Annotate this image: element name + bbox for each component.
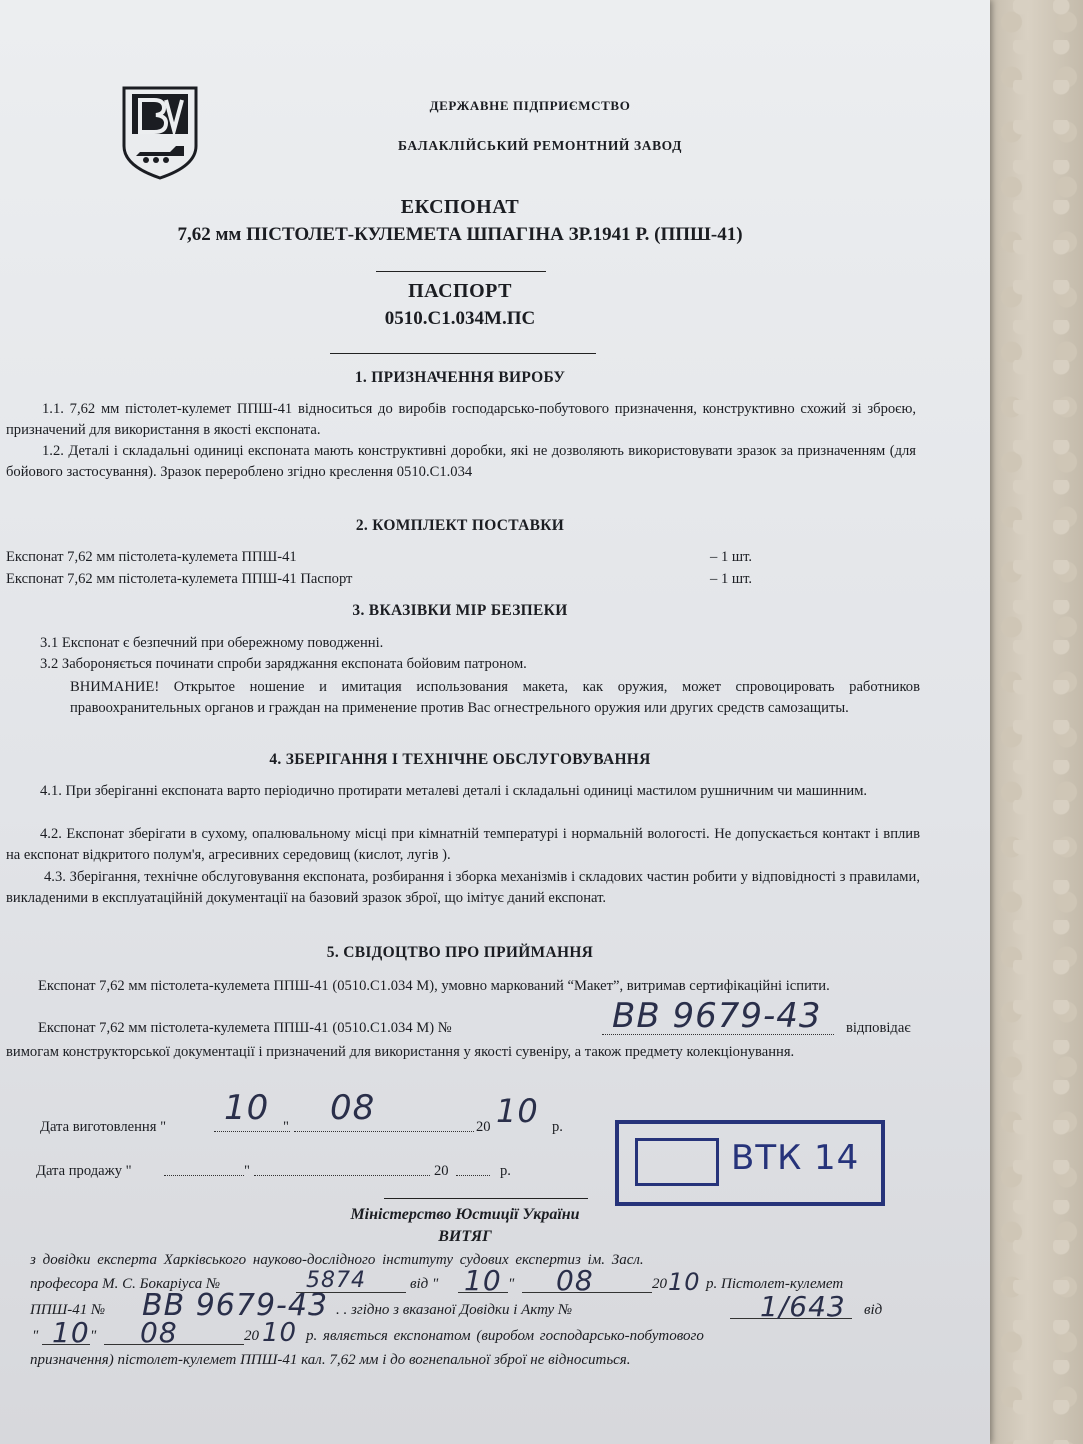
dotted-line [456, 1175, 490, 1176]
paragraph: Експонат 7,62 мм пістолета-кулемета ППШ-41 (0510.С1.034 М), умовно маркований “Макет”, витримав сертифікаційні іспити. [38, 978, 830, 994]
quote-mark: " [90, 1328, 97, 1344]
extract-line: р. Пістолет-кулемет [706, 1276, 844, 1292]
sale-year-prefix: 20 [434, 1163, 449, 1179]
paragraph: 3.1 Експонат є безпечний при обережному поводженні. [40, 635, 384, 651]
section-heading: 5. СВІДОЦТВО ПРО ПРИЙМАННЯ [326, 944, 594, 961]
ministry-title: Міністерство Юстиції України [350, 1206, 580, 1223]
extract-year-2: 10 [262, 1318, 298, 1348]
stamp-text: ВТК 14 [731, 1138, 860, 1178]
kit-item-name: Експонат 7,62 мм пістолета-кулемета ППШ-41 Паспорт [6, 571, 353, 587]
paragraph: 4.3. Зберігання, технічне обслуговування експоната, розбирання і зборка механізмів і складових частин робити у відповідності з правилами, викладеними в експлуатаційній документації на базовий зразок зброї, що імітує даний експонат. [6, 869, 920, 906]
extract-line: ППШ-41 № [30, 1302, 106, 1318]
doc-subtitle: 7,62 мм ПІСТОЛЕТ-КУЛЕМЕТА ШПАГІНА ЗР.1941 Р. (ППШ-41) [177, 224, 743, 245]
doc-type: ПАСПОРТ [408, 280, 512, 302]
doc-title: ЕКСПОНАТ [400, 196, 520, 218]
dotted-line [294, 1131, 474, 1132]
extract-line: . . згідно з вказаної Довідки і Акту № [336, 1302, 573, 1318]
paragraph: 3.2 Забороняється починати спроби заряджання експоната бойовим патроном. [40, 656, 527, 672]
dotted-line [214, 1131, 290, 1132]
paragraph: вимогам конструкторської документації і призначений для використання у якості сувеніру, а також предмету колекціонування. [6, 1044, 795, 1060]
org-line-1: ДЕРЖАВНЕ ПІДПРИЄМСТВО [429, 98, 631, 113]
extract-line: від " [410, 1276, 439, 1292]
ref-number: 5874 [306, 1268, 366, 1293]
extract-month-2: 08 [140, 1316, 178, 1349]
extract-line: з довідки експерта Харківського науково-дослідного інституту судових експертиз ім. Засл. [30, 1252, 644, 1268]
kit-item-qty: – 1 шт. [710, 549, 753, 565]
extract-day: 10 [464, 1264, 502, 1297]
divider [384, 1198, 588, 1199]
section-heading: 4. ЗБЕРІГАННЯ І ТЕХНІЧНЕ ОБСЛУГОВУВАННЯ [269, 751, 651, 768]
quote-mark: " [508, 1276, 515, 1292]
quote-mark: " [32, 1328, 39, 1344]
acceptance-line-prefix: Експонат 7,62 мм пістолета-кулемета ППШ-41 (0510.С1.034 М) № [38, 1020, 452, 1036]
section-heading: 2. КОМПЛЕКТ ПОСТАВКИ [355, 517, 565, 534]
act-number: 1/643 [760, 1290, 846, 1323]
dotted-line [254, 1175, 430, 1176]
made-date-label: Дата виготовлення " [40, 1119, 167, 1135]
made-day: 10 [224, 1088, 270, 1128]
serial-handwritten: ВВ 9679-43 [612, 996, 822, 1036]
made-year-prefix: 20 [476, 1119, 491, 1135]
extract-serial: ВВ 9679-43 [142, 1288, 329, 1323]
extract-month: 08 [556, 1264, 594, 1297]
extract-title: ВИТЯГ [438, 1228, 492, 1245]
sale-date-label: Дата продажу " [36, 1163, 132, 1179]
year-suffix: р. [500, 1163, 511, 1179]
stamp-box [635, 1138, 719, 1186]
extract-line: призначення) пістолет-кулемет ППШ-41 кал. 7,62 мм і до вогнепальної зброї не відноситься. [30, 1352, 631, 1368]
section-heading: 3. ВКАЗІВКИ МІР БЕЗПЕКИ [352, 602, 568, 619]
org-line-2: БАЛАКЛІЙСЬКИЙ РЕМОНТНИЙ ЗАВОД [397, 138, 683, 153]
kit-item-qty: – 1 шт. [710, 571, 753, 587]
made-month: 08 [330, 1088, 376, 1128]
extract-year-prefix: 20 [652, 1276, 667, 1292]
quality-control-stamp [615, 1120, 885, 1206]
quote-mark: " [283, 1119, 289, 1135]
paragraph: 1.1. 7,62 мм пістолет-кулемет ППШ-41 відноситься до виробів господарсько-побутового призначення, конструктивно схожий зі зброєю, призначений для використання в якості експоната. [6, 401, 916, 438]
paragraph: 1.2. Деталі і складальні одиниці експоната мають конструктивні доробки, які не дозволяють використовувати зразок за призначенням (для бойового застосування). Зразок перероблено згідно креслення 0510.С1.034 [6, 443, 916, 480]
paragraph: 4.1. При зберіганні експоната варто періодично протирати металеві деталі і складальні одиниці мастилом рушничним чи машинним. [40, 783, 868, 799]
extract-line: професора М. С. Бокаріуса № [30, 1276, 221, 1292]
section-heading: 1. ПРИЗНАЧЕННЯ ВИРОБУ [354, 369, 566, 386]
kit-item-name: Експонат 7,62 мм пістолета-кулемета ППШ-41 [6, 549, 297, 565]
year-suffix: р. [552, 1119, 563, 1135]
factory-logo [122, 86, 198, 180]
made-year: 10 [496, 1092, 539, 1130]
extract-year: 10 [668, 1268, 701, 1296]
acceptance-line-suffix: відповідає [846, 1020, 911, 1036]
divider [376, 271, 546, 272]
extract-line: від [864, 1302, 883, 1318]
quote-mark: " [244, 1163, 250, 1179]
warning-text: ВНИМАНИЕ! Открытое ношение и имитация использования макета, как оружия, может спровоцировать работников правоохранительных органов и граждан на применение против Вас огнестрельного оружия или других средств самозащиты. [70, 679, 920, 716]
dotted-line [164, 1175, 244, 1176]
paragraph: 4.2. Експонат зберігати в сухому, опалювальному місці при кімнатній температурі і нормальній вологості. Не допускається контакт і вплив на експонат відкритого полум'я, агресивних середовищ (кислот, лугів ). [6, 826, 920, 863]
extract-line: р. являється експонатом (виробом господарсько-побутового [306, 1328, 704, 1344]
divider [330, 353, 596, 354]
doc-number: 0510.С1.034М.ПС [384, 308, 536, 329]
extract-year-prefix: 20 [244, 1328, 259, 1344]
extract-day-2: 10 [52, 1316, 90, 1349]
